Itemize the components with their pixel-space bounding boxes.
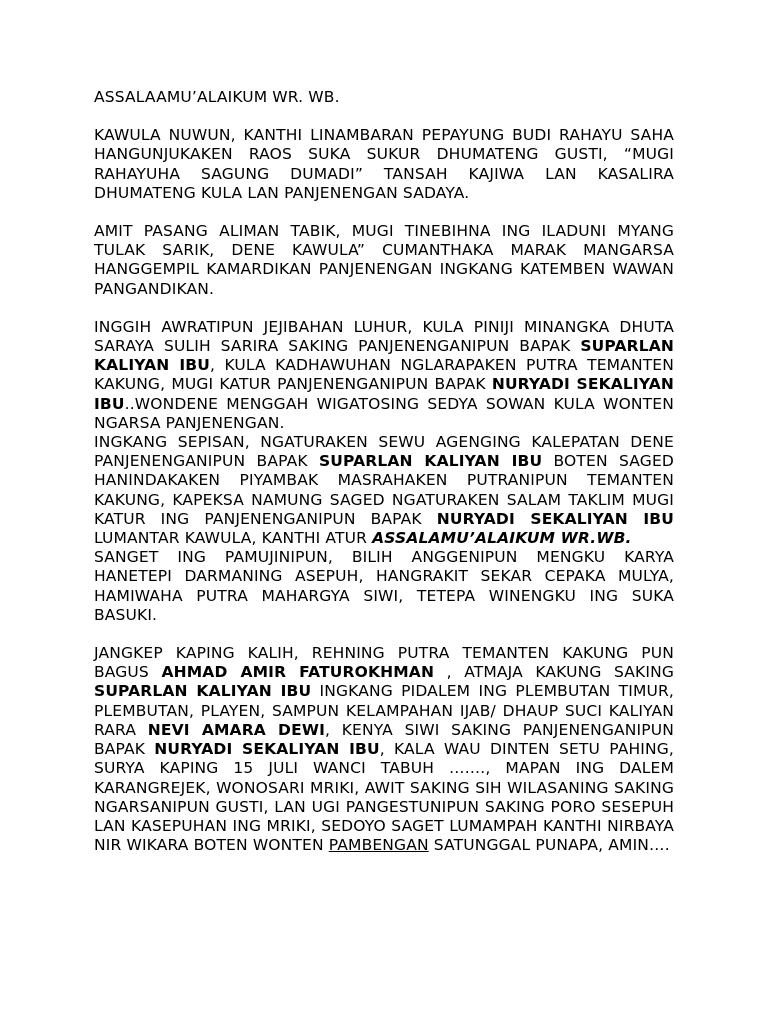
text-segment: BOTEN SAGED HANINDAKAKEN PIYAMBAK MASRAHAKEN PUTRANIPUN TEMANTEN KAKUNG, KAPEKSA NAMUNG SAGED NGATURAKEN SALAM TAKLIM MUGI KATUR ING PANJENENGANIPUN BAPAK [94,452,674,528]
document-body [94,88,674,855]
paragraph-mission [94,318,674,433]
paragraph-spacer [94,203,674,222]
bold-name: NURYADI SEKALIYAN IBU [94,375,674,413]
bold-name: NEVI AMARA DEWI [147,720,325,739]
text-segment: , KALA WAU DINTEN SETU PAHING, SURYA KAPING 15 JULI WANCI TABUH ……., MAPAN ING DALEM KARANGREJEK, WONOSARI MRIKI, AWIT SAKING SIH WILASANING SAKING NGARSANIPUN GUSTI, LAN UGI PANGESTUNIPUN SAKING PORO SESEPUH LAN KASEPUHAN ING MRIKI, SEDOYO SAGET LUMAMPAH KANTHI NIRBAYA NIR WIKARA BOTEN WONTEN [94,740,674,855]
paragraph-apology: AMIT PASANG ALIMAN TABIK, MUGI TINEBIHNA ING ILADUNI MYANG TULAK SARIK, DENE KAWULA” CUMANTHAKA MARAK MANGARSA HANGGEMPIL KAMARDIKAN PANJENENGAN INGKANG KATEMBEN WAWAN PANGANDIKAN. [94,222,674,298]
paragraph-blessing: SANGET ING PAMUJINIPUN, BILIH ANGGENIPUN MENGKU KARYA HANETEPI DARMANING ASEPUH, HANGRAKIT SEKAR CEPAKA MULYA, HAMIWAHA PUTRA MAHARGYA SIWI, TETEPA WINENGKU ING SUKA BASUKI. [94,548,674,624]
text-segment: INGGIH AWRATIPUN JEJIBAHAN LUHUR, KULA PINIJI MINANGKA DHUTA SARAYA SULIH SARIRA SAKING PANJENENGANIPUN BAPAK [94,317,674,356]
paragraph-spacer [94,107,674,126]
bold-name: SUPARLAN KALIYAN IBU [318,452,543,471]
bold-italic-greeting: ASSALAMU’ALAIKUM WR.WB. [372,529,632,548]
greeting-line: ASSALAAMU’ALAIKUM WR. WB. [94,88,340,106]
text-segment: LUMANTAR KAWULA, KANTHI ATUR [94,529,373,548]
text-segment: INGKANG SEPISAN, NGATURAKEN SEWU AGENGING KALEPATAN DENE PANJENENGANIPUN BAPAK [94,433,674,471]
text-segment: INGKANG PIDALEM ING PLEMBUTAN TIMUR, PLEMBUTAN, PLAYEN, SAMPUN KELAMPAHAN IJAB/ DHAUP SUCI KALIYAN RARA [94,682,674,739]
text-segment: JANGKEP KAPING KALIH, REHNING PUTRA TEMANTEN KAKUNG PUN BAGUS [94,644,674,682]
paragraph-spacer [94,299,674,318]
bold-name: NURYADI SEKALIYAN IBU [436,509,674,528]
text-segment: , KULA KADHAWUHAN NGLARAPAKEN PUTRA TEMANTEN KAKUNG, MUGI KATUR PANJENENGANIPUN BAPAK [94,356,674,394]
bold-name: SUPARLAN KALIYAN IBU [94,682,312,701]
text-segment: , KENYA SIWI SAKING PANJENENGANIPUN BAPAK [94,720,675,759]
paragraph-second-point [94,644,674,855]
text-segment: SATUNGGAL PUNAPA, AMIN…. [428,836,670,855]
bold-name: SUPARLAN KALIYAN IBU [94,337,674,375]
text-segment: , ATMAJA KAKUNG SAKING [434,663,674,682]
text-segment: ..WONDENE MENGGAH WIGATOSING SEDYA SOWAN KULA WONTEN NGARSA PANJENENGAN. [94,394,674,432]
underlined-word: PAMBENGAN [328,836,429,855]
paragraph-first-point [94,433,674,548]
bold-name: NURYADI SEKALIYAN IBU [154,740,380,759]
paragraph-spacer [94,625,674,644]
paragraph-opening: KAWULA NUWUN, KANTHI LINAMBARAN PEPAYUNG BUDI RAHAYU SAHA HANGUNJUKAKEN RAOS SUKA SUKUR DHUMATENG GUSTI, “MUGI RAHAYUHA SAGUNG DUMADI” TANSAH KAJIWA LAN KASALIRA DHUMATENG KULA LAN PANJENENGAN SADAYA. [94,126,674,202]
bold-name: AHMAD AMIR FATUROKHMAN [161,663,435,682]
